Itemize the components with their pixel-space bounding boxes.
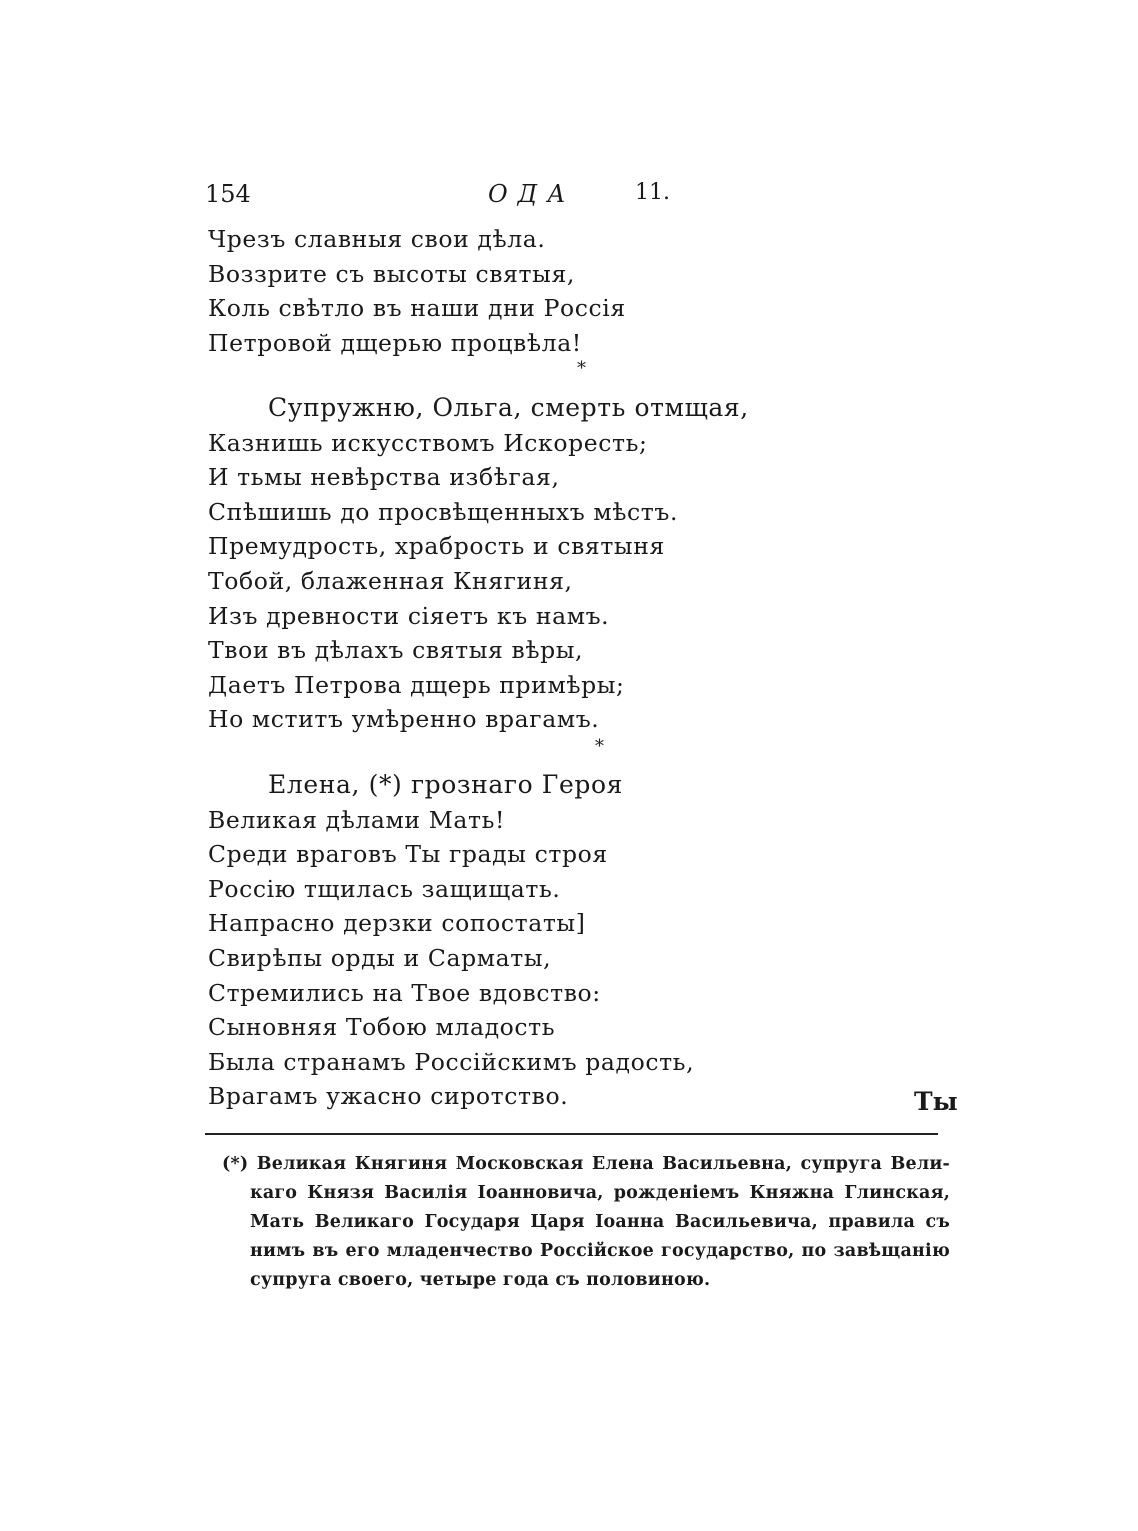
stanza-1 — [208, 222, 626, 360]
verse-line: Стремились на Твое вдовство: — [208, 978, 601, 1007]
footnote-rule — [205, 1133, 938, 1135]
verse-line: Тобой, блаженная Княгиня, — [208, 566, 573, 595]
page-header — [205, 180, 675, 220]
verse-line: Чрезъ славныя свои дѣла. — [208, 225, 546, 253]
running-title: ОДА — [488, 180, 576, 208]
catchword: Ты — [914, 1087, 958, 1116]
verse-line: Но мститъ умѣренно врагамъ. — [208, 705, 600, 734]
verse-line: Супружню, Ольга, смерть отмщая, — [268, 393, 749, 422]
footnote — [222, 1150, 950, 1295]
verse-line: Премудрость, храбрость и святыня — [208, 532, 665, 561]
stanza-2 — [208, 391, 749, 737]
verse-line: Спѣшишь до просвѣщенныхъ мѣстъ. — [208, 497, 679, 526]
page-number: 154 — [205, 180, 251, 208]
verse-line: Петровой дщерью процвѣла! — [208, 328, 582, 357]
stanza-3 — [208, 768, 694, 1114]
footnote-line: нимъ въ его младенчество Россійское государство, по завѣщанію — [250, 1241, 950, 1261]
verse-line: Воззрите съ высоты святыя, — [208, 259, 575, 288]
footnote-line: супруга своего, четыре года съ половиною. — [250, 1270, 711, 1290]
verse-line: Напрасно дерзки сопостаты] — [208, 909, 586, 938]
footnote-line: (*) Великая Княгиня Московская Елена Васильевна, супруга Вели- — [222, 1154, 950, 1174]
footnote-line: каго Князя Василія Іоанновича, рожденіемъ Княжна Глинская, — [250, 1183, 950, 1203]
verse-line: Среди враговъ Ты грады строя — [208, 840, 608, 869]
verse-line: Была странамъ Россійскимъ радость, — [208, 1047, 695, 1076]
verse-line: Коль свѣтло въ наши дни Россія — [208, 294, 626, 323]
verse-line: Елена, (*) грознаго Героя — [268, 770, 623, 799]
verse-line: Сыновняя Тобою младость — [208, 1013, 556, 1042]
verse-line: Даетъ Петрова дщерь примѣры; — [208, 670, 625, 699]
footnote-line: Мать Великаго Государя Царя Іоанна Васильевича, правила съ — [250, 1212, 950, 1232]
verse-line: Изъ древности сіяетъ къ намъ. — [208, 601, 610, 630]
verse-line: Врагамъ ужасно сиротство. — [208, 1082, 569, 1111]
verse-line: Россію тщилась защищать. — [208, 874, 561, 903]
verse-line: И тьмы невѣрства избѣгая, — [208, 463, 560, 492]
stanza-separator: * — [595, 736, 604, 757]
verse-line: Великая дѣлами Мать! — [208, 805, 506, 834]
verse-line: Казнишь искусствомъ Искоресть; — [208, 428, 648, 457]
verse-line: Свирѣпы орды и Сарматы, — [208, 943, 552, 972]
verse-line: Твои въ дѣлахъ святыя вѣры, — [208, 636, 584, 665]
stanza-separator: * — [577, 358, 586, 379]
ode-number: 11. — [635, 180, 670, 205]
